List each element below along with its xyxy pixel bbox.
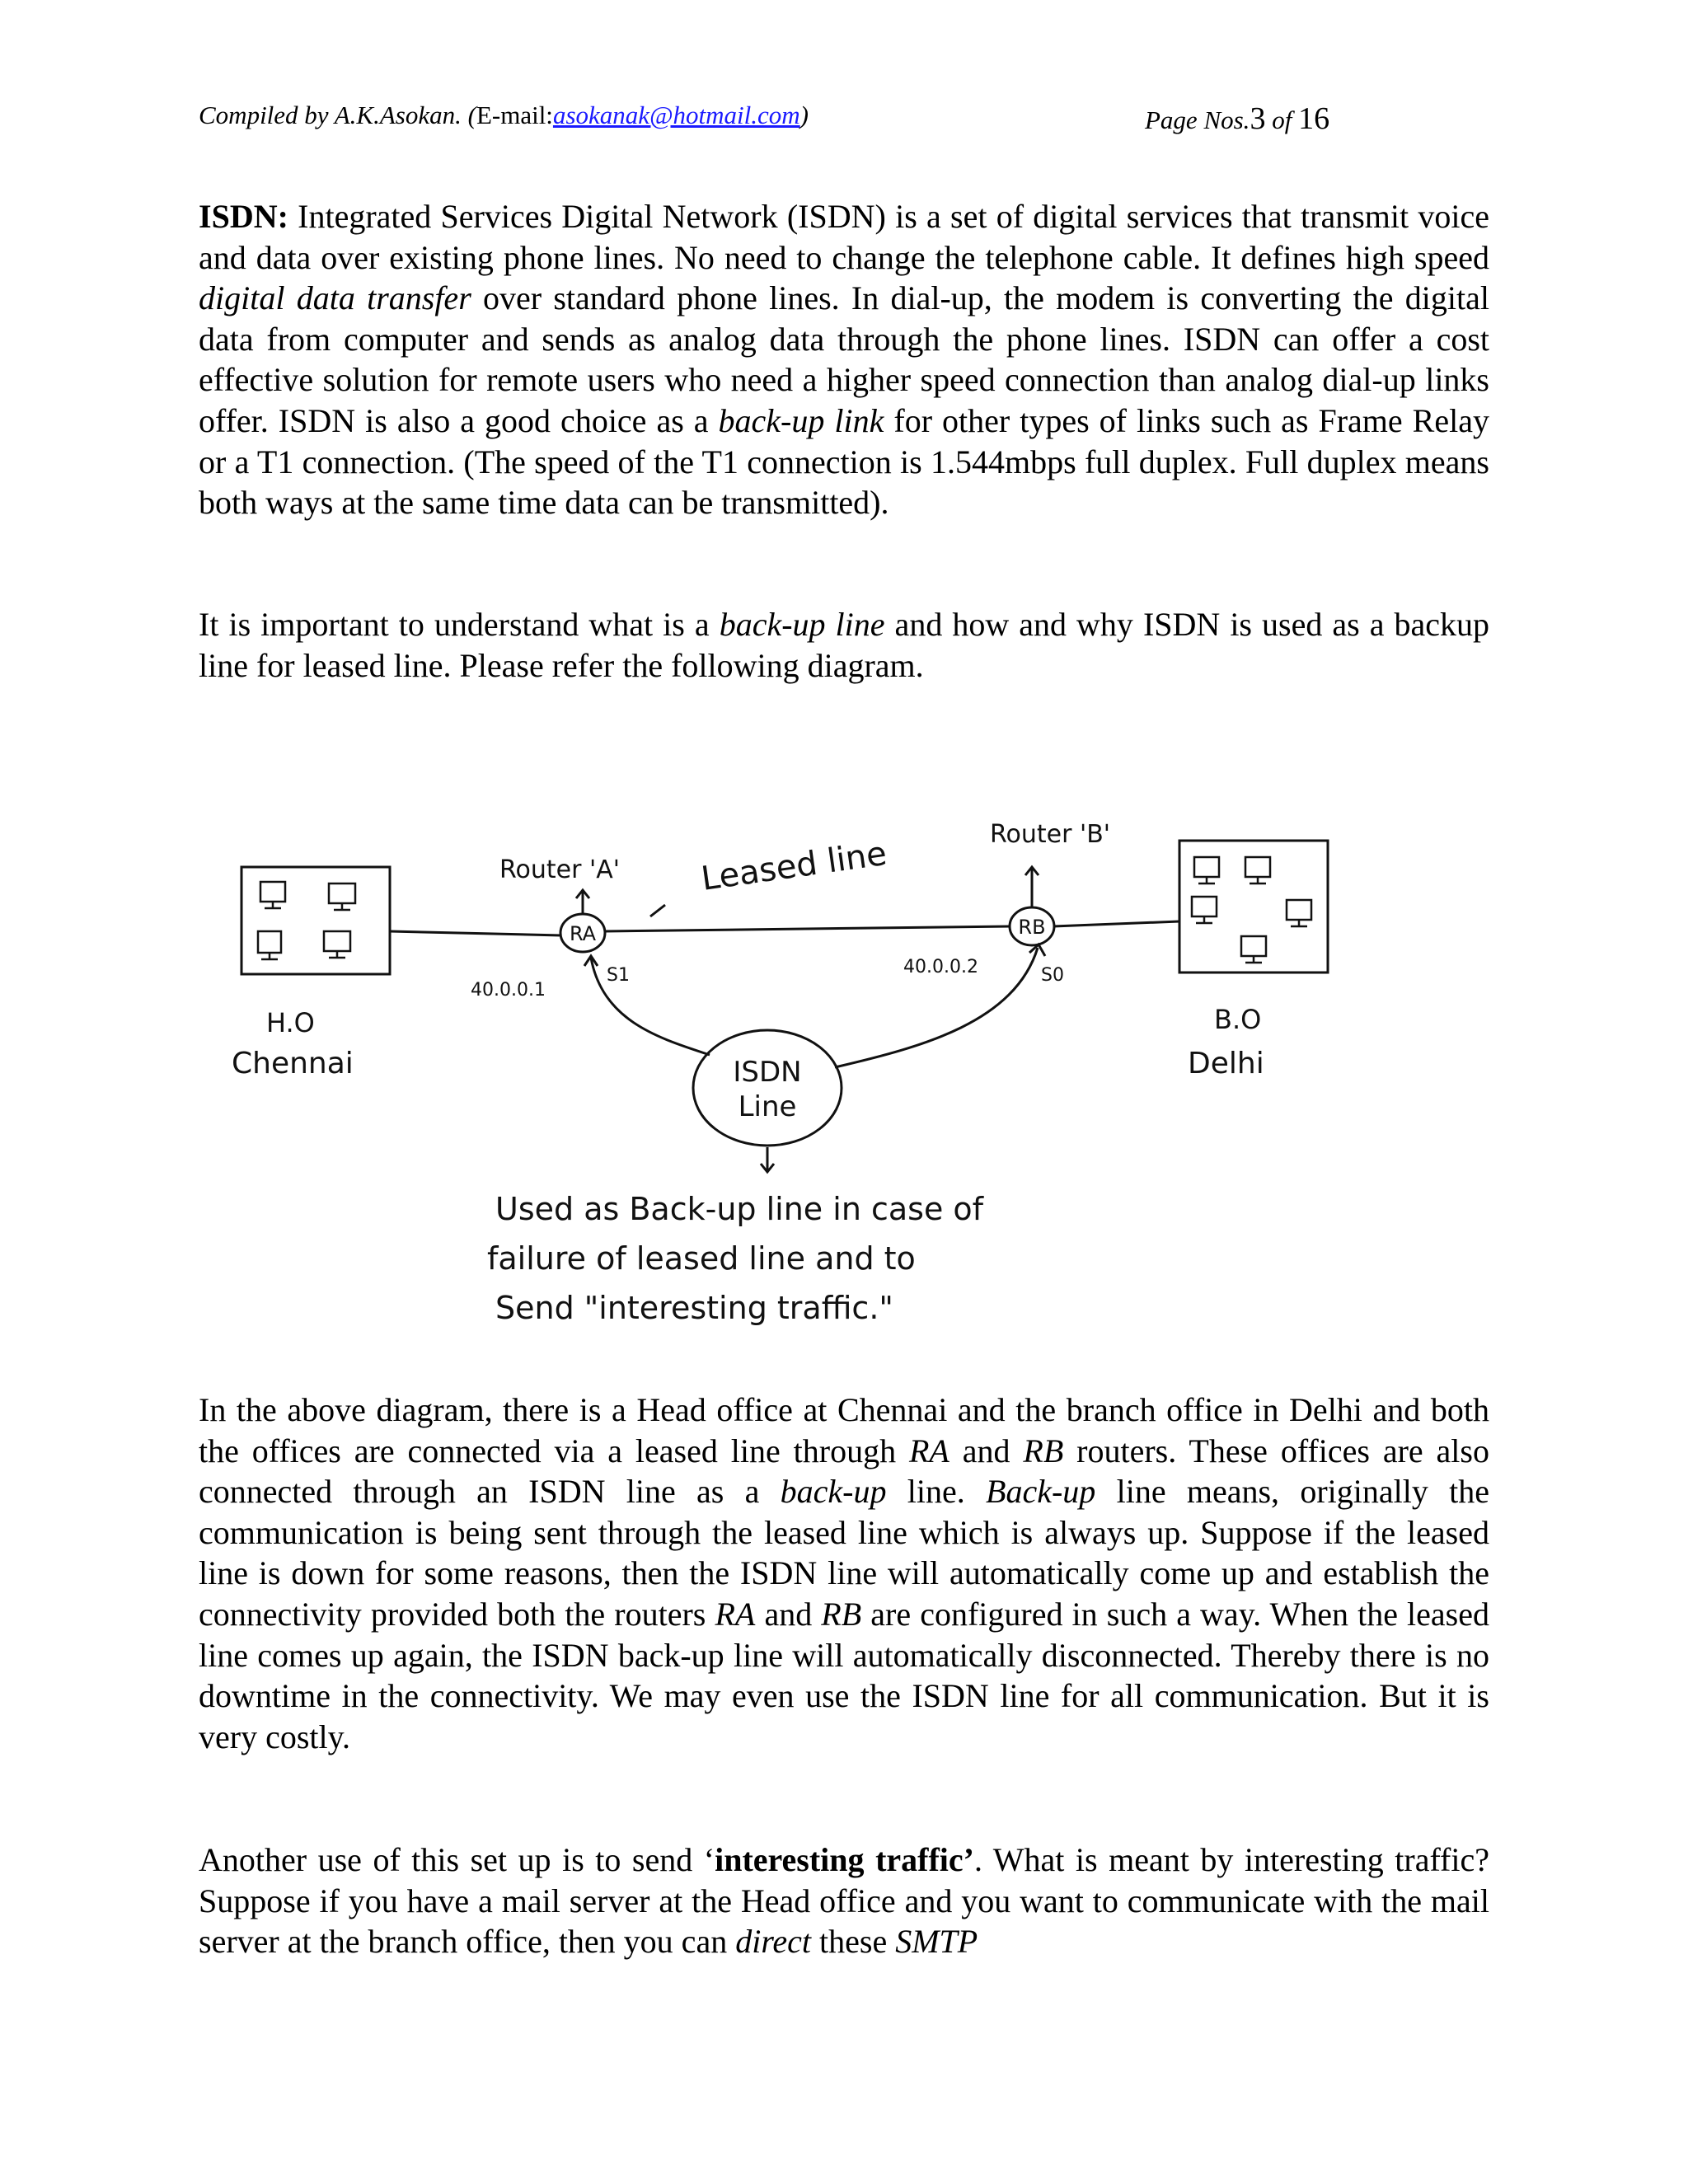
interesting-traffic-term: interesting traffic’ <box>715 1841 974 1878</box>
leased-line <box>604 926 1010 931</box>
para1-text-2: over standard phone lines. In dial-up, the modem is converting the digital data from computer and sends as analog data through the phone lines. ISDN can offer a cost effective solution for remote users who need a higher speed connection than analog dial-up links offer. ISDN is also a good choice as a <box>199 279 1489 439</box>
email-label: E-mail: <box>476 101 553 129</box>
ip-a-label: 40.0.0.1 <box>471 980 546 1001</box>
interesting-traffic-paragraph <box>199 1840 1489 1962</box>
computer-icon <box>1194 857 1219 883</box>
backup-intro-paragraph <box>199 604 1489 686</box>
para3-text-3: routers. These offices are also connected through an ISDN line as a <box>199 1432 1489 1511</box>
router-b-label: Router 'B' <box>990 820 1111 849</box>
computer-icon <box>1245 857 1270 883</box>
para3-text-7: are configured in such a way. When the leased line comes up again, the ISDN back-up line will automatically disconnected. Thereby there is no downtime in the connectivity. We may even use the ISDN line for all communication. But it is very costly. <box>199 1595 1489 1755</box>
leased-line-label: Leased line <box>698 834 889 898</box>
para2-italic-1: back-up line <box>719 606 885 643</box>
para1-text-3: for other types of links such as Frame Relay or a T1 connection. (The speed of the T1 connection is 1.544mbps full duplex. Full duplex means both ways at the same time data can be transmitted). <box>199 401 1489 522</box>
para4-text-3: these <box>811 1923 896 1961</box>
bo-computers <box>1192 857 1311 963</box>
para4-italic-direct: direct <box>735 1923 812 1961</box>
isdn-backup-diagram <box>199 775 1353 1385</box>
para2-text-1: It is important to understand what is a <box>199 606 720 643</box>
isdn-paragraph <box>199 196 1489 523</box>
computer-icon <box>260 882 285 908</box>
bo-label: B.O <box>1214 1004 1262 1035</box>
router-b-name: RB <box>1018 916 1046 939</box>
para1-italic-1: digital data transfer <box>199 279 471 317</box>
para1-italic-2: back-up link <box>718 401 884 439</box>
para3-italic-ra: RA <box>908 1432 950 1469</box>
bo-city-label: Delhi <box>1188 1047 1264 1080</box>
para3-text-4: line. <box>886 1473 987 1511</box>
computer-icon <box>1192 897 1217 923</box>
para4-text-2: . What is meant by interesting traffic? Suppose if you have a mail server at the Head office and you want to communicate with the mail server at the branch office, then you can <box>199 1841 1489 1961</box>
isdn-term: ISDN: <box>199 198 288 235</box>
note-line-3: Send "interesting traffic." <box>495 1290 893 1326</box>
page-header <box>199 101 1353 142</box>
page-label: Page Nos. <box>1145 105 1250 134</box>
router-a-name: RA <box>569 922 597 945</box>
para3-italic-rb-2: RB <box>821 1595 862 1633</box>
port-a-label: S1 <box>607 965 630 986</box>
para3-italic-backup: back-up <box>780 1473 887 1511</box>
para3-italic-backup-2: Back-up <box>986 1473 1096 1511</box>
ho-computers <box>258 882 355 959</box>
leased-line-pointer <box>650 905 665 916</box>
computer-icon <box>324 931 350 958</box>
computer-icon <box>329 883 355 910</box>
branch-office-box <box>1179 841 1328 972</box>
header-credit <box>199 101 809 130</box>
para4-text-1: Another use of this set up is to send ‘ <box>199 1841 715 1878</box>
para3-italic-ra-2: RA <box>715 1595 756 1633</box>
ho-city-label: Chennai <box>232 1047 354 1080</box>
para3-text-6: and <box>755 1595 822 1633</box>
para3-text-1: In the above diagram, there is a Head office at Chennai and the branch office in Delhi and both the offices are connected via a leased line through <box>199 1391 1489 1469</box>
para3-text-5: line means, originally the communication is being sent through the leased line which is always up. Suppose if the leased line is down for some reasons, then the ISDN line will automatically come up and establish the connectivity provided both the routers <box>199 1473 1489 1633</box>
para3-text-2: and <box>949 1432 1024 1469</box>
page-number: 3 <box>1250 101 1266 136</box>
explanation-paragraph <box>199 1390 1489 1757</box>
para2-text-2: and how and why ISDN is used as a backup line for leased line. Please refer the following diagram. <box>199 606 1490 684</box>
ho-label: H.O <box>266 1007 315 1038</box>
ho-to-ra-line <box>390 931 561 935</box>
note-line-1: Used as Back-up line in case of <box>495 1191 984 1227</box>
port-b-label: S0 <box>1041 965 1064 986</box>
of-label: of <box>1265 105 1299 134</box>
router-a-label: Router 'A' <box>499 855 620 884</box>
close-paren: ) <box>799 101 809 129</box>
page-number-info <box>1145 101 1329 137</box>
head-office-box <box>241 867 390 974</box>
para3-italic-rb: RB <box>1023 1432 1064 1469</box>
rb-to-bo-line <box>1053 921 1179 926</box>
compiled-by-text: Compiled by A.K.Asokan. ( <box>199 101 476 129</box>
total-pages: 16 <box>1298 101 1330 136</box>
computer-icon <box>1287 900 1311 926</box>
para1-text-1: Integrated Services Digital Network (ISDN) is a set of digital services that transmit voice and data over existing phone lines. No need to change the telephone cable. It defines high speed <box>199 198 1489 276</box>
isdn-cloud-label-1: ISDN <box>733 1056 802 1089</box>
email-link[interactable]: asokanak@hotmail.com <box>552 101 800 129</box>
computer-icon <box>258 931 281 959</box>
isdn-cloud-label-2: Line <box>738 1090 797 1123</box>
ip-b-label: 40.0.0.2 <box>903 957 978 977</box>
computer-icon <box>1241 936 1266 963</box>
note-line-2: failure of leased line and to <box>487 1240 916 1277</box>
para4-italic-smtp: SMTP <box>895 1923 978 1961</box>
